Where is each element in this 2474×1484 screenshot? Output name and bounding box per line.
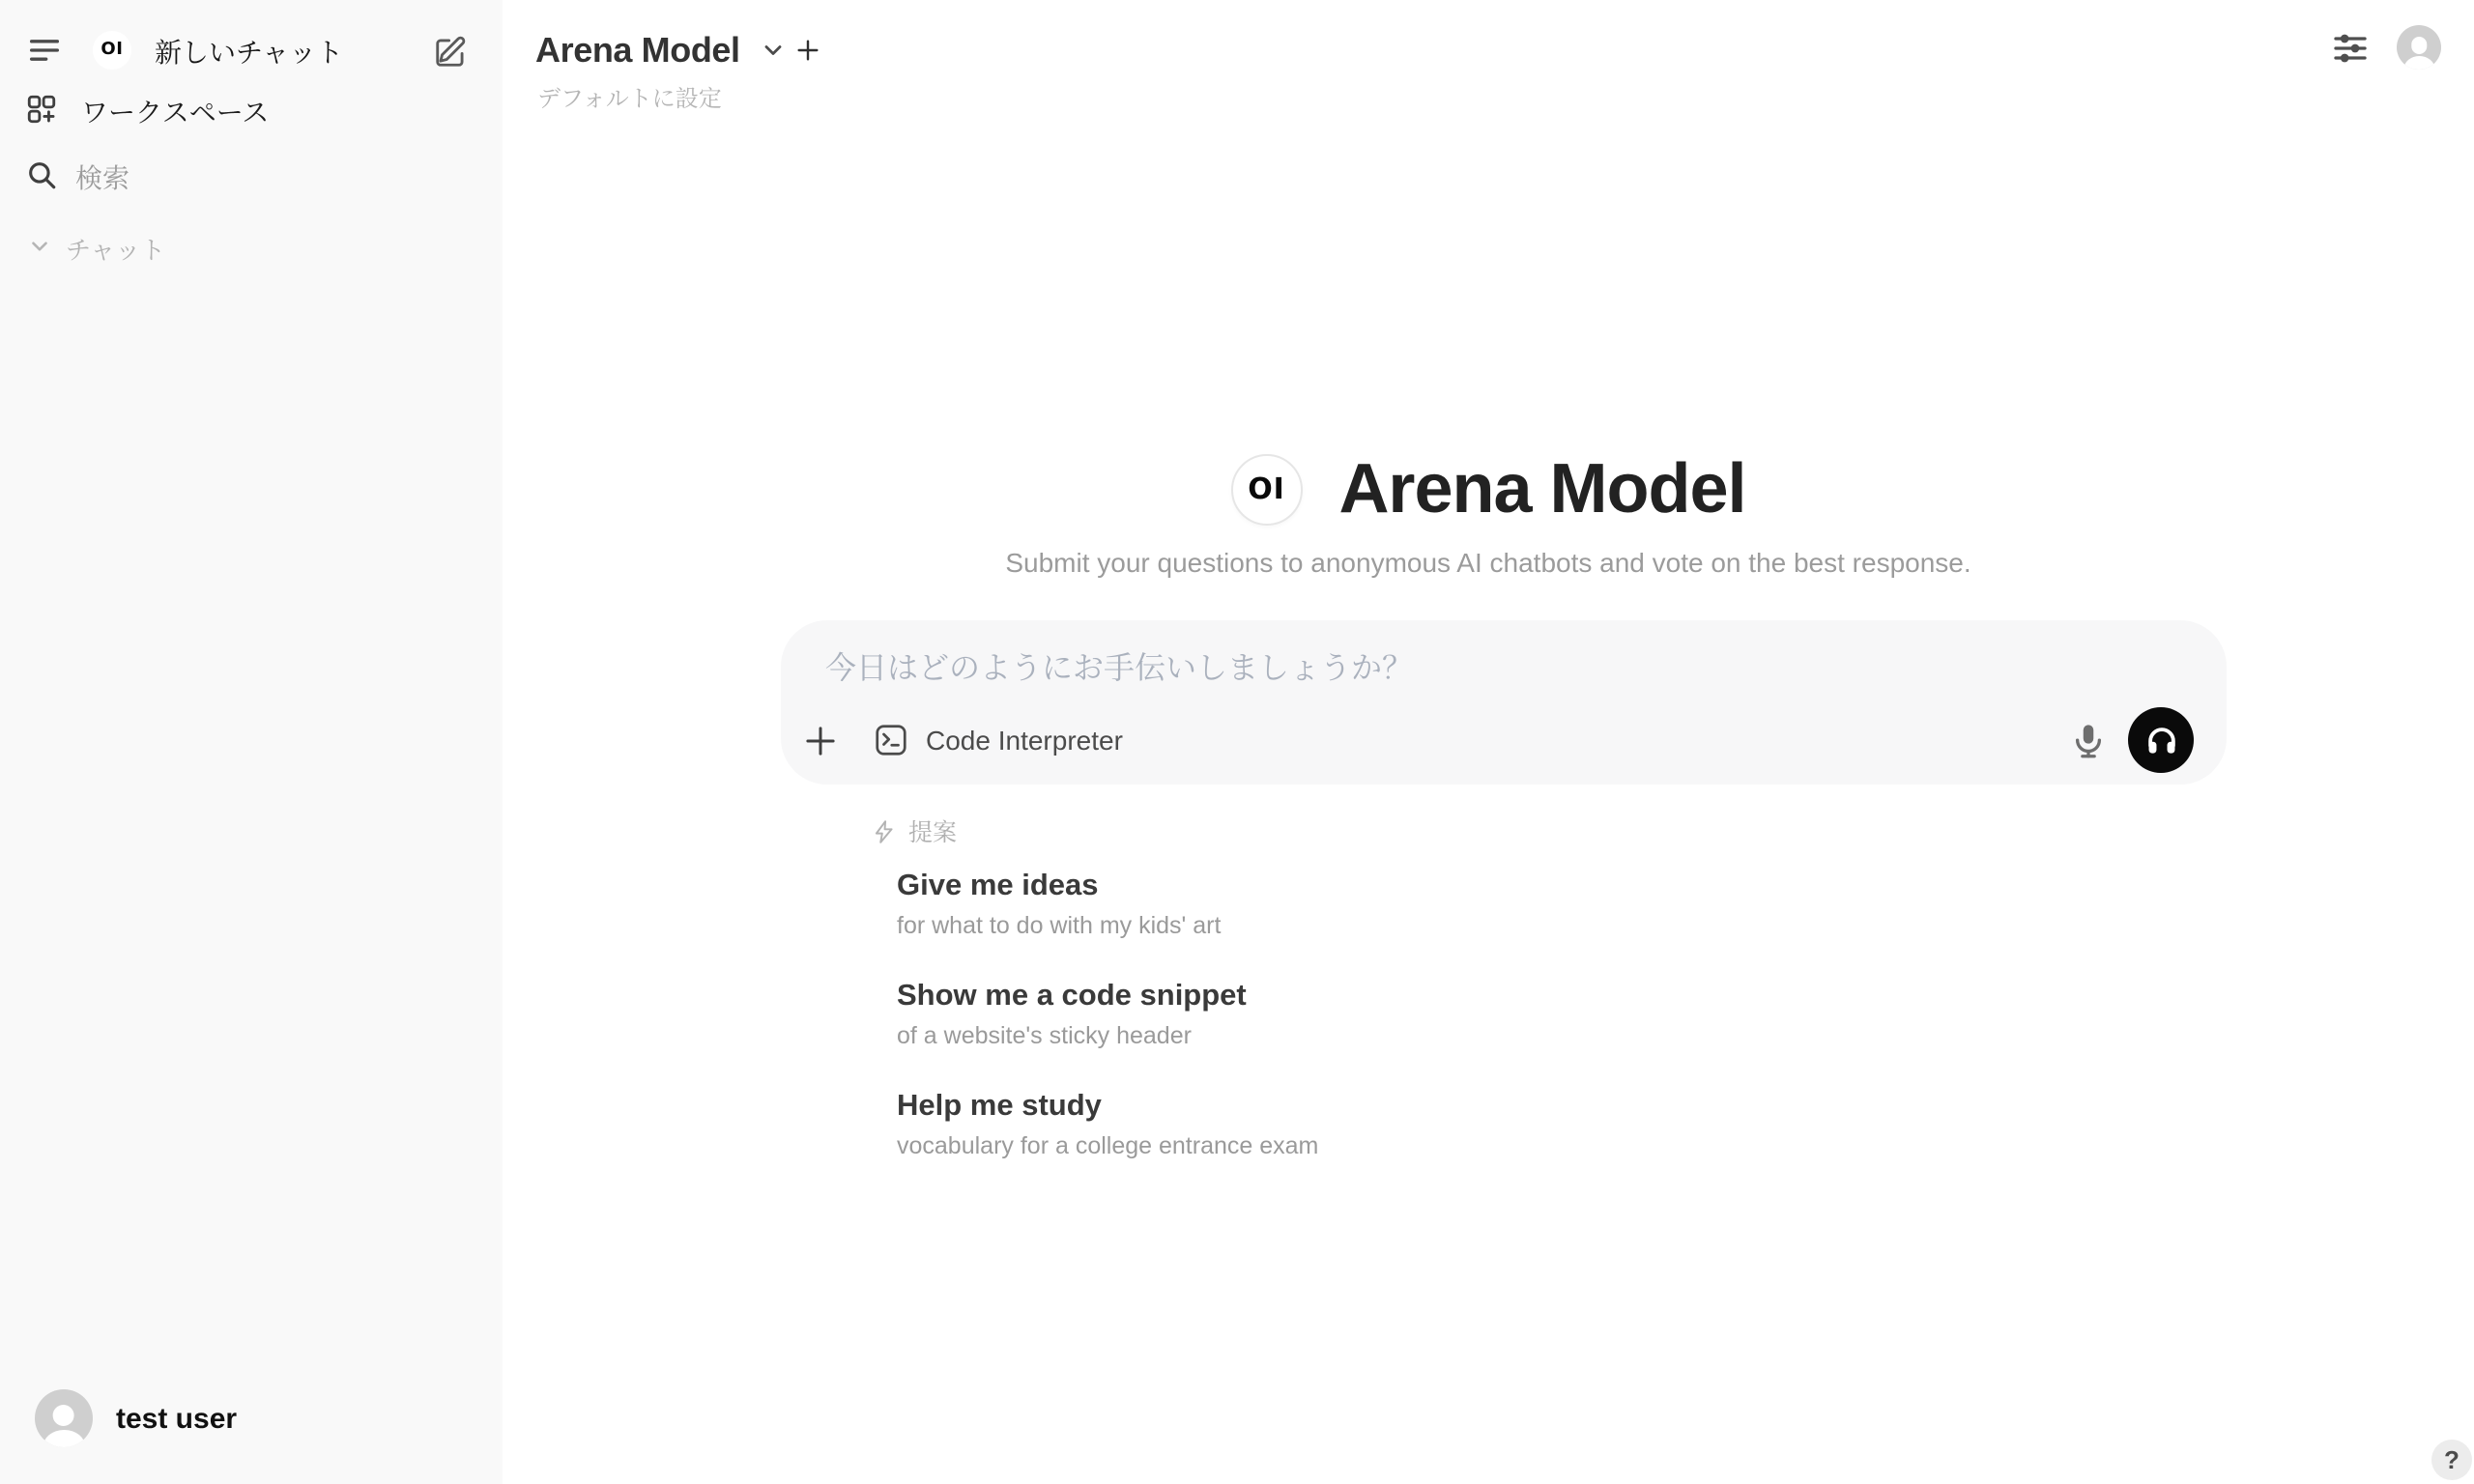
voice-input-button[interactable] (2066, 719, 2109, 761)
chats-section-label: チャット (66, 236, 166, 265)
terminal-icon (874, 723, 908, 757)
message-input[interactable] (825, 645, 1908, 696)
suggestion-title: Help me study (897, 1090, 1102, 1123)
help-button[interactable]: ? (2431, 1440, 2472, 1480)
code-interpreter-toggle[interactable] (874, 717, 1123, 763)
set-default-link[interactable]: デフォルトに設定 (537, 85, 722, 112)
suggestion-subtitle: vocabulary for a college entrance exam (897, 1132, 1319, 1159)
pencil-square-icon (432, 32, 469, 69)
suggestion-subtitle: of a website's sticky header (897, 1022, 1192, 1049)
code-interpreter-label: Code Interpreter (926, 725, 1123, 756)
sidebar-header (0, 25, 503, 75)
sidebar-toggle-button[interactable] (23, 29, 66, 71)
model-selector-name: Arena Model (535, 30, 740, 69)
lightning-bolt-icon (872, 818, 897, 843)
suggestions-header (872, 815, 957, 846)
app-logo: OI (93, 31, 131, 70)
chats-section-toggle[interactable] (0, 228, 503, 263)
voice-call-button[interactable] (2128, 707, 2194, 773)
sidebar-search[interactable] (0, 151, 503, 201)
squares-plus-icon (25, 93, 58, 126)
microphone-icon (2067, 720, 2108, 760)
suggestion-subtitle: for what to do with my kids' art (897, 912, 1222, 939)
workspace-label: ワークスペース (81, 97, 270, 128)
suggestions-list (897, 868, 1979, 1198)
chat-controls-button[interactable] (2331, 29, 2370, 68)
suggestion-item[interactable] (897, 1088, 1979, 1163)
add-model-button[interactable] (789, 31, 827, 70)
model-selector[interactable] (535, 27, 787, 73)
new-chat-button[interactable] (429, 29, 472, 71)
hero (503, 446, 2474, 531)
message-composer (781, 620, 2227, 785)
suggestion-item[interactable] (897, 978, 1979, 1053)
chevron-down-icon (760, 37, 787, 64)
profile-avatar-button[interactable] (2397, 25, 2441, 70)
search-icon (25, 158, 58, 191)
attach-button[interactable] (798, 719, 841, 761)
new-chat-label[interactable]: 新しいチャット (155, 37, 344, 68)
suggestions-label: 提案 (908, 819, 958, 846)
model-title: Arena Model (1338, 448, 1746, 528)
plus-icon (792, 35, 823, 66)
plus-icon (799, 720, 840, 760)
sidebar-item-workspace[interactable] (0, 85, 503, 135)
search-placeholder: 検索 (75, 162, 129, 193)
suggestion-item[interactable] (897, 868, 1979, 943)
suggestion-title: Give me ideas (897, 870, 1099, 902)
model-logo: OI (1230, 453, 1302, 525)
model-description: Submit your questions to anonymous AI chatbots and vote on the best response. (1005, 547, 1971, 578)
user-name: test user (116, 1403, 238, 1436)
adjustments-sliders-icon (2331, 29, 2370, 68)
hamburger-icon (25, 31, 64, 70)
main-area (503, 0, 2474, 1484)
user-avatar (35, 1389, 93, 1447)
user-menu[interactable] (0, 1389, 503, 1447)
chevron-down-icon (27, 234, 52, 259)
suggestion-title: Show me a code snippet (897, 980, 1247, 1013)
sidebar (0, 0, 503, 1484)
headphones-icon (2143, 722, 2179, 758)
